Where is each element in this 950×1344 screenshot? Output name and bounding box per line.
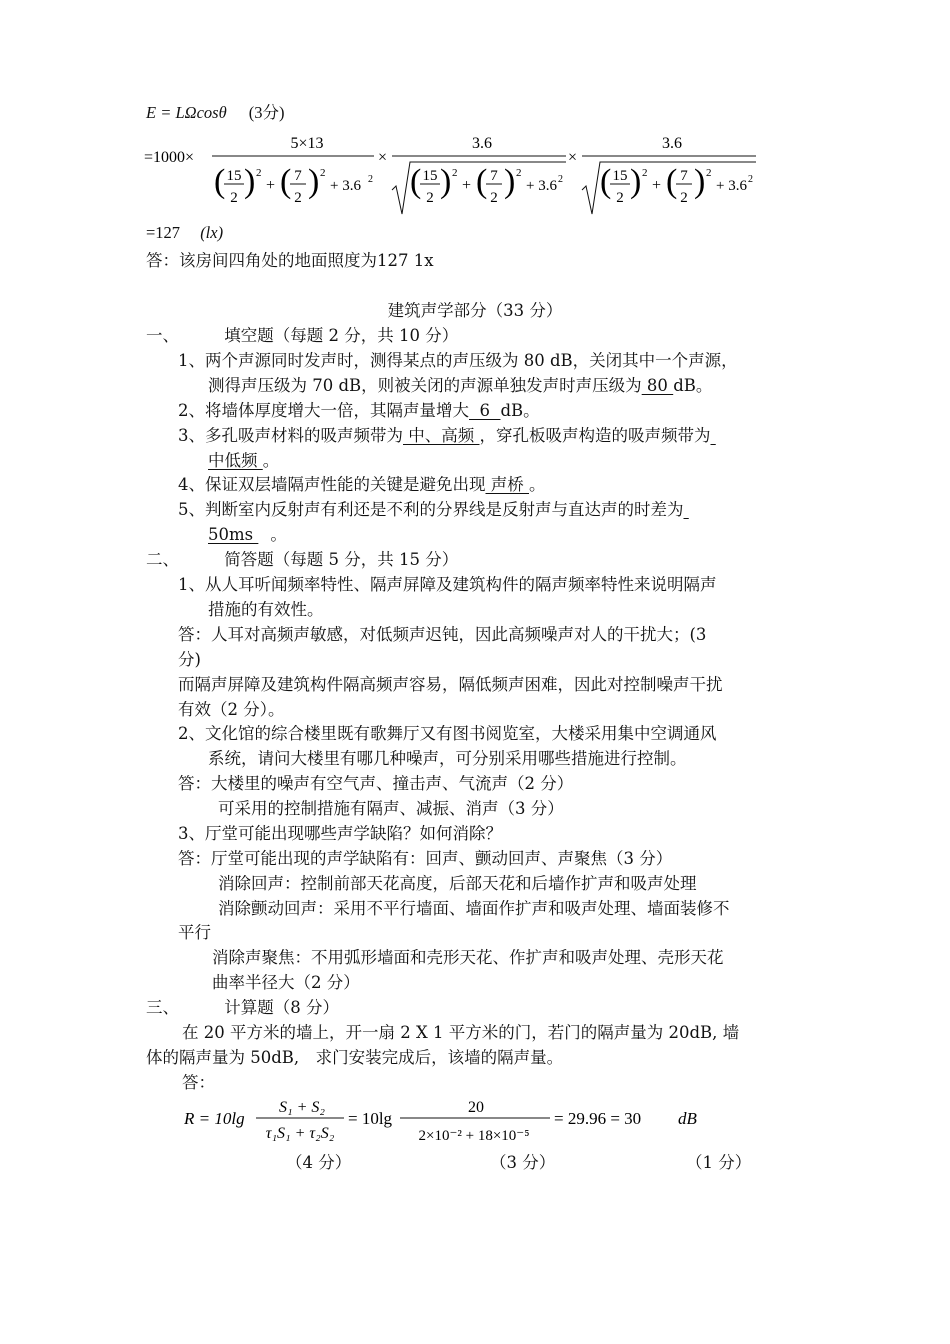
part1-q4 bbox=[178, 474, 546, 496]
part3-answer-label: 答： bbox=[182, 1073, 215, 1092]
formula-result: = 29.96 = 30 bbox=[554, 1109, 642, 1128]
part1-heading-text: 填空题（每题 2 分，共 10 分） bbox=[224, 326, 459, 345]
paren-open: ( bbox=[476, 163, 488, 200]
tail-3: + 3.6 bbox=[716, 178, 747, 194]
q5-text: 5、判断室内反射声有利还是不利的分界线是反射声与直达声的时差为 bbox=[178, 500, 684, 519]
part2-a2-line1: 答：大楼里的噪声有空气声、撞击声、气流声（2 分） bbox=[178, 774, 574, 793]
part1-q5-line2 bbox=[208, 524, 287, 546]
sq-1: 2 bbox=[642, 167, 648, 179]
q5-blank bbox=[684, 500, 689, 519]
formula-e-text: E = LΩcosθ bbox=[146, 103, 227, 122]
formula-unit: (lx) bbox=[200, 223, 224, 242]
formula-eq: = 10lg bbox=[348, 1109, 393, 1128]
plus-3: + bbox=[652, 177, 662, 194]
formula-e-score: (3分) bbox=[248, 103, 285, 122]
part2-a1-line1: 答：人耳对高频声敏感，对低频声迟钝，因此高频噪声对人的干扰大；(3 bbox=[178, 625, 707, 644]
plus-2: + bbox=[462, 177, 472, 194]
part3-problem-line1: 在 20 平方米的墙上，开一扇 2 X 1 平方米的门，若门的隔声量为 20dB, 墙 bbox=[182, 1023, 740, 1042]
part1-heading-num: 一、 bbox=[146, 326, 179, 345]
sq-2: 2 bbox=[706, 167, 712, 179]
part2-heading-text: 简答题（每题 5 分，共 15 分） bbox=[224, 550, 459, 569]
den-d: 2 bbox=[680, 190, 688, 206]
part1-q3-line2 bbox=[208, 450, 279, 472]
den-a: 15 bbox=[422, 168, 438, 184]
part1-q1-line2 bbox=[208, 375, 712, 397]
q4-text: 4、保证双层墙隔声性能的关键是避免出现 bbox=[178, 475, 486, 494]
sq-3: 2 bbox=[558, 174, 563, 185]
part2-a3-line6: 曲率半径大（2 分） bbox=[212, 973, 360, 992]
q3-answer1: 中、高频 bbox=[403, 426, 480, 445]
den-c: 7 bbox=[490, 168, 498, 184]
q5-end: 。 bbox=[270, 525, 287, 544]
q1-text: 测得声压级为 70 dB，则被关闭的声源单独发声时声压级为 bbox=[208, 376, 642, 395]
q4-answer: 声桥 bbox=[485, 475, 529, 494]
q3-blank bbox=[711, 426, 716, 445]
q3-end: 。 bbox=[262, 451, 280, 470]
den-c: 7 bbox=[294, 168, 302, 184]
part1-heading bbox=[146, 325, 458, 347]
paren-close: ) bbox=[440, 163, 452, 200]
sq-1: 2 bbox=[256, 167, 262, 179]
tail-1: + 3.6 bbox=[330, 178, 361, 194]
fraction-a-numerator: S₁ + S₂ bbox=[279, 1099, 325, 1116]
formula-result-line bbox=[146, 222, 223, 244]
part3-heading bbox=[146, 997, 339, 1019]
q3-answer2: 中低频 bbox=[208, 451, 263, 470]
fraction1-numerator: 5×13 bbox=[290, 135, 324, 152]
part2-q1-line1: 1、从人耳听闻频率特性、隔声屏障及建筑构件的隔声频率特性来说明隔声 bbox=[178, 575, 717, 594]
paren-close: ) bbox=[308, 163, 320, 200]
den-d: 2 bbox=[294, 190, 302, 206]
part2-a1-line4: 有效（2 分）。 bbox=[178, 700, 285, 719]
formula-e-line bbox=[146, 102, 285, 124]
den-b: 2 bbox=[230, 190, 238, 206]
q5-answer: 50ms bbox=[208, 525, 259, 544]
den-b: 2 bbox=[616, 190, 624, 206]
insulation-formula bbox=[184, 1094, 744, 1154]
sq-3: 2 bbox=[368, 174, 373, 185]
den-b: 2 bbox=[426, 190, 434, 206]
part2-q1-line2: 措施的有效性。 bbox=[208, 600, 324, 619]
part2-a3-line5: 消除声聚焦：不用弧形墙面和壳形天花、作扩声和吸声处理、壳形天花 bbox=[212, 948, 724, 967]
score-1: （4 分） bbox=[286, 1153, 352, 1172]
q2-unit: dB。 bbox=[500, 401, 540, 420]
part2-a2-line2: 可采用的控制措施有隔声、减振、消声（3 分） bbox=[218, 799, 564, 818]
part1-q3-line1 bbox=[178, 425, 716, 447]
den-a: 15 bbox=[612, 168, 628, 184]
part2-q2-line2: 系统，请问大楼里有哪几种噪声，可分别采用哪些措施进行控制。 bbox=[208, 749, 687, 768]
fraction3-numerator: 3.6 bbox=[662, 135, 682, 152]
part3-heading-num: 三、 bbox=[146, 998, 179, 1017]
paren-open: ( bbox=[410, 163, 422, 200]
sq-2: 2 bbox=[320, 167, 326, 179]
part3-heading-text: 计算题（8 分） bbox=[224, 998, 339, 1017]
part1-q2 bbox=[178, 400, 540, 422]
plus-1: + bbox=[266, 177, 276, 194]
part1-q5-line1 bbox=[178, 499, 689, 521]
part2-a3-line4: 平行 bbox=[178, 923, 211, 942]
fraction2-numerator: 3.6 bbox=[472, 135, 492, 152]
q2-answer: 6 bbox=[469, 401, 501, 420]
sq-1: 2 bbox=[452, 167, 458, 179]
part2-a1-line2: 分) bbox=[178, 650, 201, 669]
score-2: （3 分） bbox=[490, 1153, 556, 1172]
den-d: 2 bbox=[490, 190, 498, 206]
fraction-b-numerator: 20 bbox=[468, 1099, 484, 1116]
formula-result: =127 bbox=[146, 223, 181, 242]
part2-q2-line1: 2、文化馆的综合楼里既有歌舞厅又有图书阅览室，大楼采用集中空调通风 bbox=[178, 724, 717, 743]
paren-open: ( bbox=[214, 163, 226, 200]
den-c: 7 bbox=[680, 168, 688, 184]
tail-2: + 3.6 bbox=[526, 178, 557, 194]
paren-close: ) bbox=[630, 163, 642, 200]
q2-text: 2、将墙体厚度增大一倍，其隔声量增大 bbox=[178, 401, 469, 420]
paren-open: ( bbox=[280, 163, 292, 200]
formula-r: R = 10lg bbox=[184, 1109, 245, 1128]
illuminance-formula bbox=[142, 128, 792, 228]
sq-3: 2 bbox=[748, 174, 753, 185]
fraction1-denominator bbox=[214, 163, 373, 206]
part2-a3-line1: 答：厅堂可能出现的声学缺陷有：回声、颤动回声、声聚焦（3 分） bbox=[178, 849, 673, 868]
score-3: （1 分） bbox=[686, 1153, 752, 1172]
formula-db-unit: dB bbox=[678, 1109, 697, 1128]
fraction-b-denominator: 2×10⁻² + 18×10⁻⁵ bbox=[418, 1128, 530, 1144]
q4-end: 。 bbox=[529, 475, 546, 494]
fraction-a-denominator: τ₁S₁ + τ₂S₂ bbox=[265, 1125, 335, 1142]
q1-unit: dB。 bbox=[673, 376, 713, 395]
section-title: 建筑声学部分（33 分） bbox=[387, 301, 563, 320]
part3-problem-line2: 体的隔声量为 50dB, 求门安装完成后，该墙的隔声量。 bbox=[146, 1048, 564, 1067]
den-a: 15 bbox=[226, 168, 242, 184]
paren-close: ) bbox=[694, 163, 706, 200]
paren-open: ( bbox=[666, 163, 678, 200]
q3-text: 3、多孔吸声材料的吸声频带为 bbox=[178, 426, 403, 445]
part1-q1-line1: 1、两个声源同时发声时，测得某点的声压级为 80 dB，关闭其中一个声源， bbox=[178, 351, 738, 370]
part2-a3-line3: 消除颤动回声：采用不平行墙面、墙面作扩声和吸声处理、墙面装修不 bbox=[218, 899, 730, 918]
q3-mid: ，穿孔板吸声构造的吸声频带为 bbox=[479, 426, 711, 445]
part2-q3: 3、厅堂可能出现哪些声学缺陷？如何消除？ bbox=[178, 824, 502, 843]
part2-a1-line3: 而隔声屏障及建筑构件隔高频声容易，隔低频声困难，因此对控制噪声干扰 bbox=[178, 675, 723, 694]
fraction2-denominator bbox=[392, 162, 566, 214]
part2-a3-line2: 消除回声：控制前部天花高度，后部天花和后墙作扩声和吸声处理 bbox=[218, 874, 697, 893]
part2-heading-num: 二、 bbox=[146, 550, 179, 569]
paren-open: ( bbox=[600, 163, 612, 200]
q1-answer: 80 bbox=[641, 376, 674, 395]
paren-close: ) bbox=[244, 163, 256, 200]
part2-heading bbox=[146, 549, 458, 571]
illuminance-answer: 答：该房间四角处的地面照度为127 1x bbox=[146, 251, 434, 270]
fraction3-denominator bbox=[582, 162, 756, 214]
times-2: × bbox=[568, 149, 578, 166]
sq-2: 2 bbox=[516, 167, 522, 179]
formula-prefix: =1000× bbox=[144, 149, 195, 166]
paren-close: ) bbox=[504, 163, 516, 200]
times-1: × bbox=[378, 149, 388, 166]
